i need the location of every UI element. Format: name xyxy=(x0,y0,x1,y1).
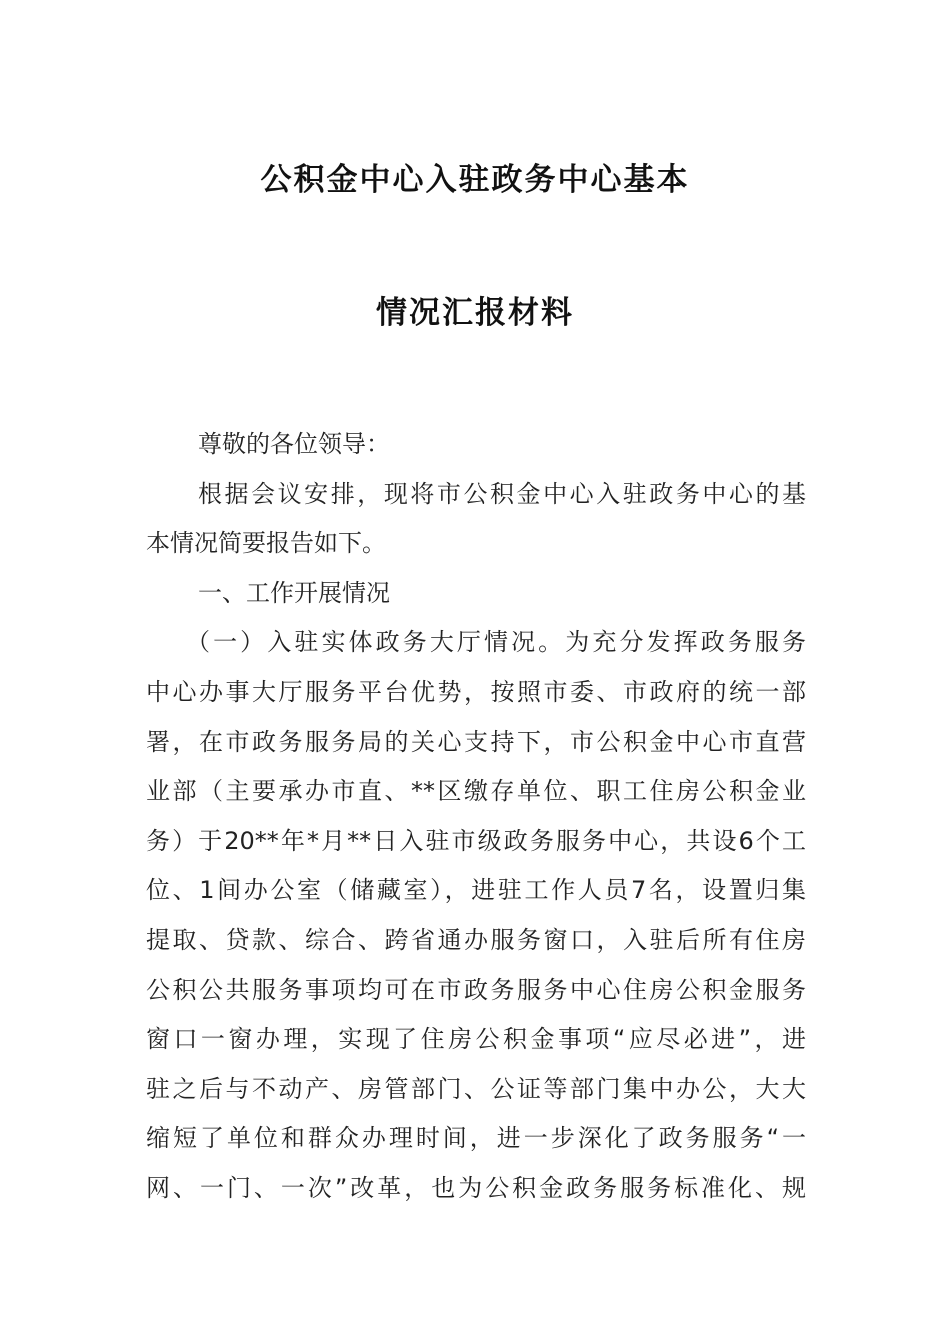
paragraph-line: 提取、贷款、综合、跨省通办服务窗口，入驻后所有住房 xyxy=(146,925,806,954)
paragraph-line: 位、1间办公室（储藏室），进驻工作人员7名，设置归集 xyxy=(146,876,806,905)
document-title-line-1: 公积金中心入驻政务中心基本 xyxy=(260,162,690,198)
paragraph-line: 业部（主要承办市直、**区缴存单位、职工住房公积金业 xyxy=(146,777,806,806)
paragraph-line: （一）入驻实体政务大厅情况。为充分发挥政务服务 xyxy=(186,628,806,657)
paragraph-line: 驻之后与不动产、房管部门、公证等部门集中办公，大大 xyxy=(146,1074,806,1103)
paragraph-line: 本情况简要报告如下。 xyxy=(146,529,386,558)
paragraph-line: 务）于20**年*月**日入驻市级政务服务中心，共设6个工 xyxy=(146,826,806,855)
paragraph-line: 窗口一窗办理，实现了住房公积金事项“应尽必进”，进 xyxy=(146,1025,806,1054)
document-body xyxy=(146,424,806,1218)
paragraph-line: 根据会议安排，现将市公积金中心入驻政务中心的基 xyxy=(198,479,806,508)
section-heading: 一、工作开展情况 xyxy=(198,578,390,607)
document-title-line-2: 情况汇报材料 xyxy=(376,295,574,331)
paragraph-line: 署，在市政务服务局的关心支持下，市公积金中心市直营 xyxy=(146,727,806,756)
paragraph-line: 缩短了单位和群众办理时间，进一步深化了政务服务“一 xyxy=(146,1124,806,1153)
paragraph-line: 公积公共服务事项均可在市政务服务中心住房公积金服务 xyxy=(146,975,806,1004)
paragraph-line: 网、一门、一次”改革，也为公积金政务服务标准化、规 xyxy=(146,1173,806,1202)
salutation: 尊敬的各位领导： xyxy=(198,430,390,458)
paragraph-line: 中心办事大厅服务平台优势，按照市委、市政府的统一部 xyxy=(146,677,806,706)
